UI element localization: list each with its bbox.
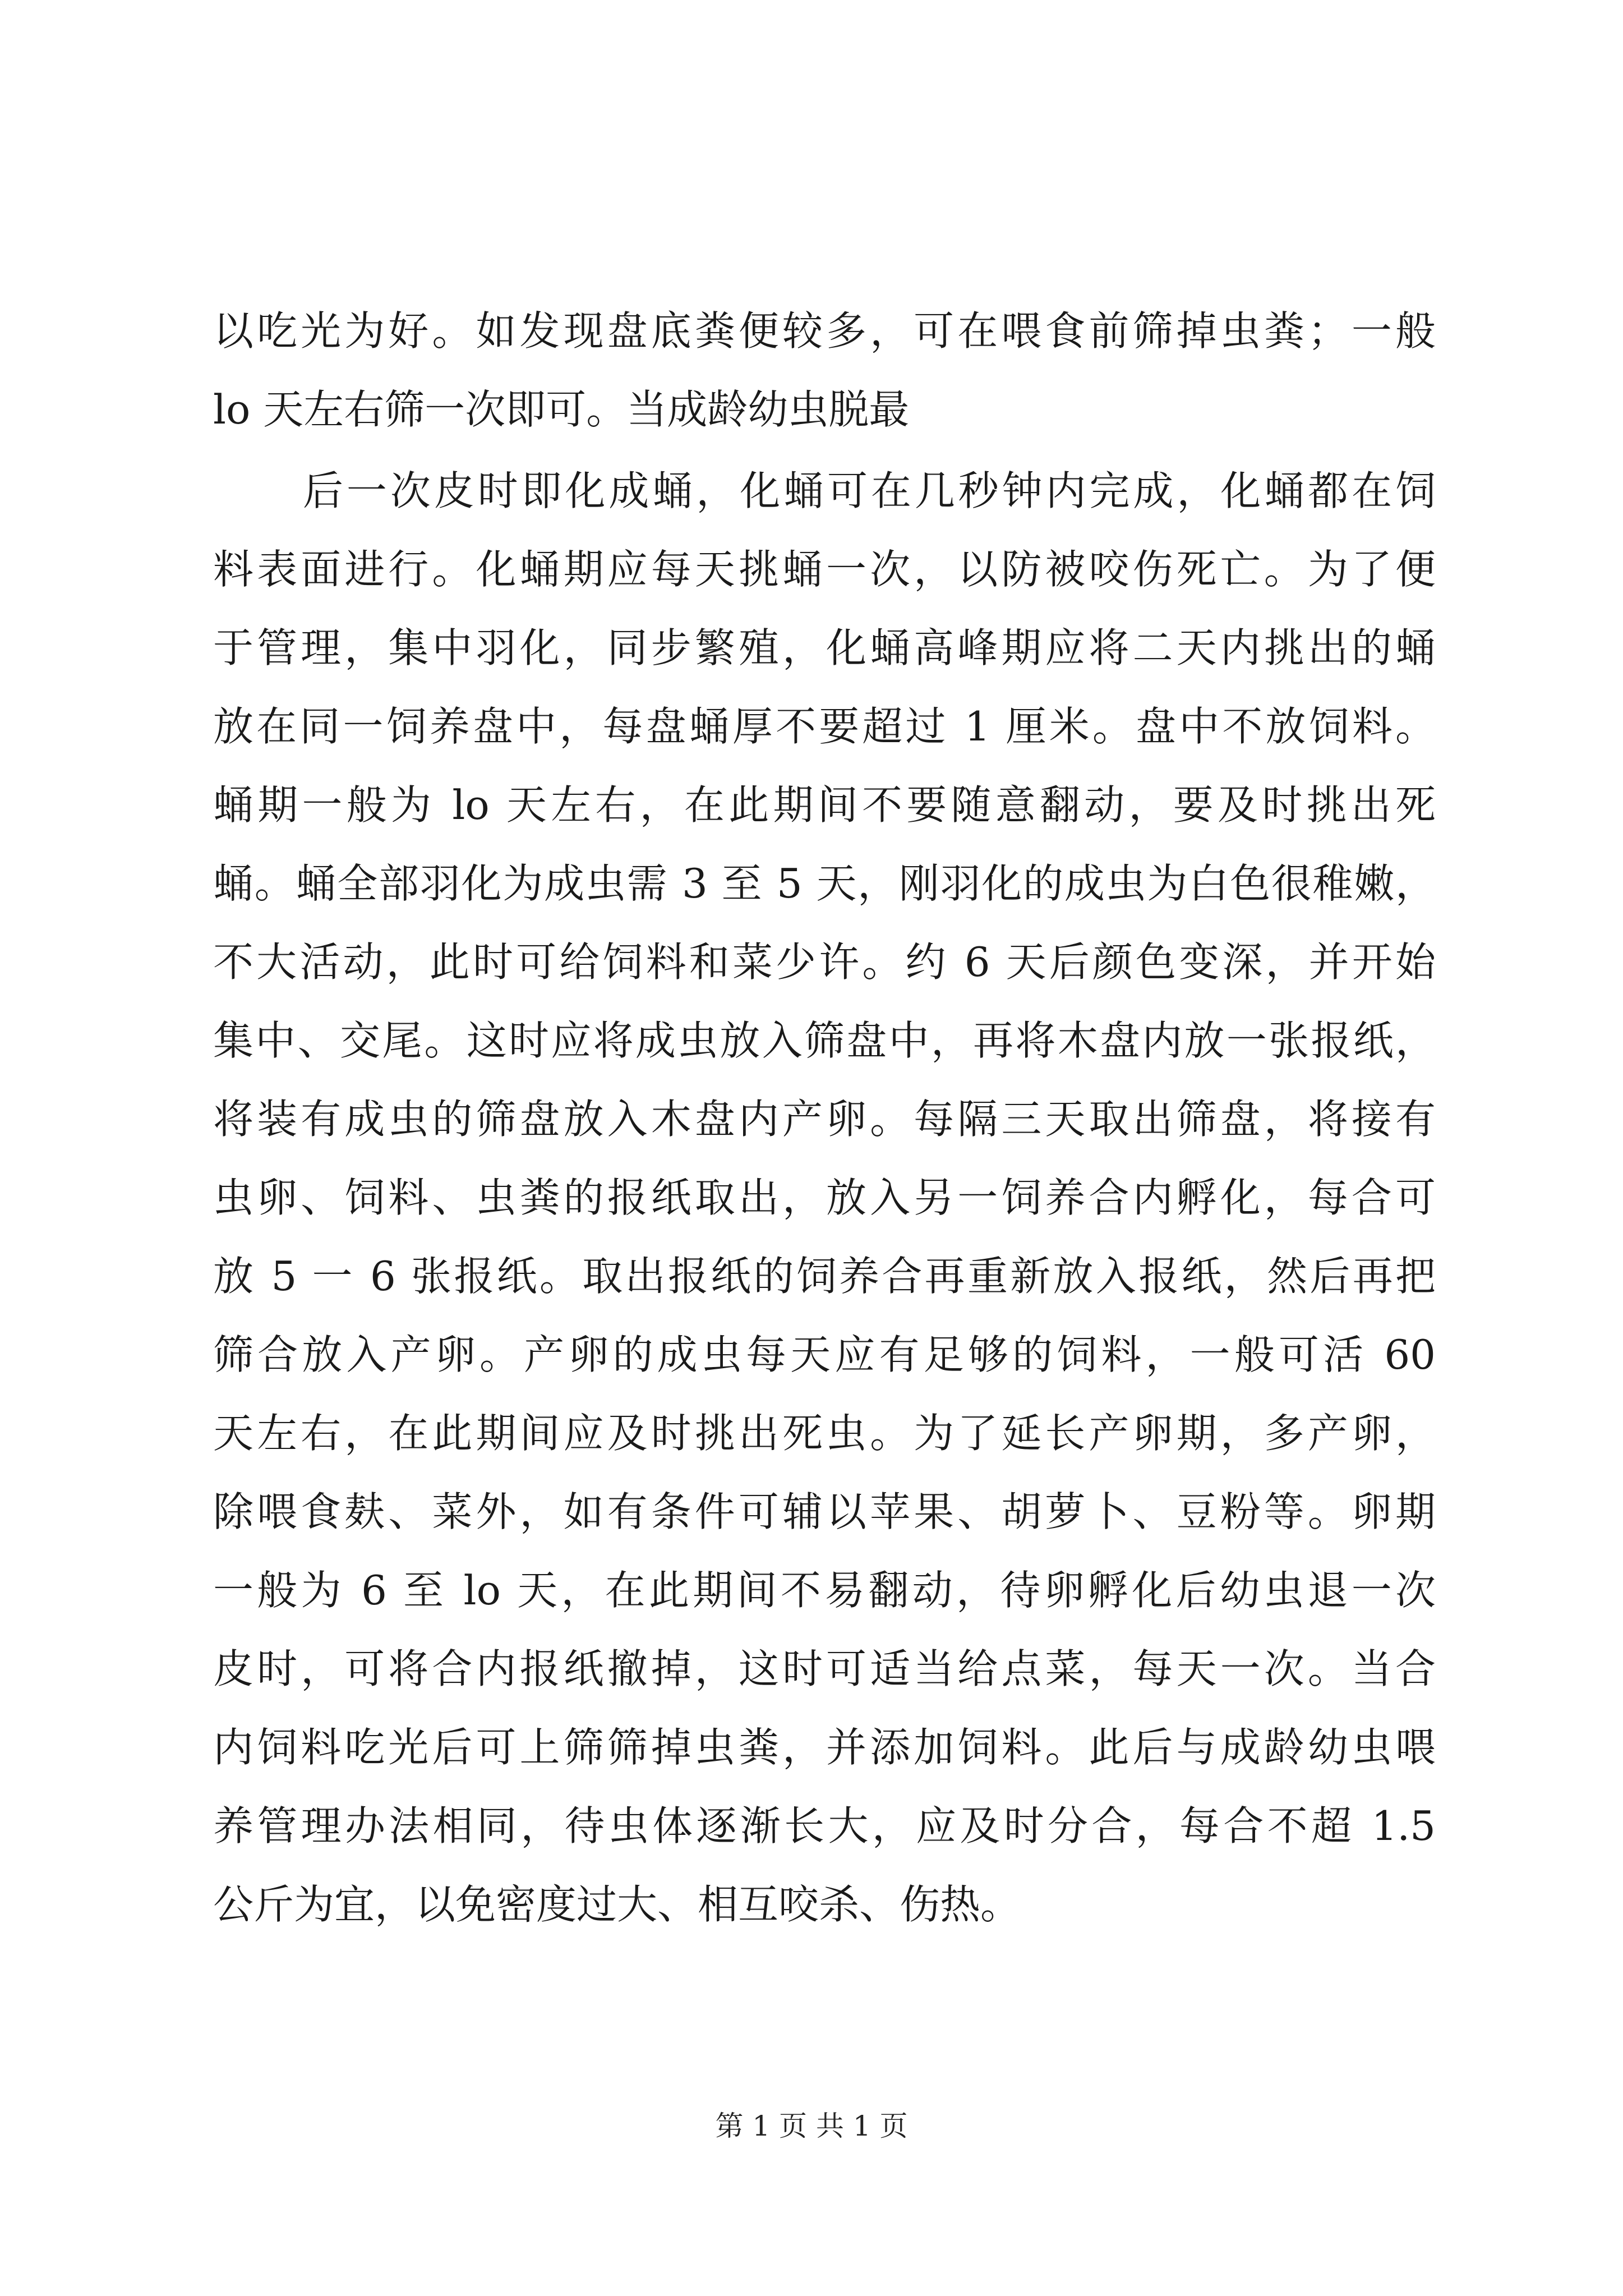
text-line: 放在同一饲养盘中，每盘蛹厚不要超过 1 厘米。盘中不放饲料。 xyxy=(213,703,1436,750)
text-line: 公斤为宜，以免密度过大、相互咬杀、伤热。 xyxy=(213,1881,1021,1928)
text-line: 一般为 6 至 lo 天，在此期间不易翻动，待卵孵化后幼虫退一次 xyxy=(213,1567,1436,1614)
paragraph-first-line: 后一次皮时即化成蛹，化蛹可在几秒钟内完成，化蛹都在饲 xyxy=(303,467,1436,514)
text-line: 养管理办法相同，待虫体逐渐长大，应及时分合，每合不超 1.5 xyxy=(213,1802,1436,1849)
text-line: 不大活动，此时可给饲料和菜少许。约 6 天后颜色变深，并开始 xyxy=(213,938,1436,986)
text-line: 料表面进行。化蛹期应每天挑蛹一次，以防被咬伤死亡。为了便 xyxy=(213,546,1436,593)
text-line: 于管理，集中羽化，同步繁殖，化蛹高峰期应将二天内挑出的蛹 xyxy=(213,624,1436,671)
page-number-label: 第 1 页 共 1 页 xyxy=(715,2110,908,2142)
text-line: 放 5 一 6 张报纸。取出报纸的饲养合再重新放入报纸，然后再把 xyxy=(213,1253,1436,1300)
page-footer xyxy=(0,2106,1623,2146)
text-line: 蛹期一般为 lo 天左右，在此期间不要随意翻动，要及时挑出死 xyxy=(213,781,1436,829)
text-line: 除喂食麸、菜外，如有条件可辅以苹果、胡萝卜、豆粉等。卵期 xyxy=(213,1488,1436,1535)
text-line: 将装有成虫的筛盘放入木盘内产卵。每隔三天取出筛盘，将接有 xyxy=(213,1096,1436,1143)
text-line: 虫卵、饲料、虫粪的报纸取出，放入另一饲养合内孵化，每合可 xyxy=(213,1174,1436,1221)
text-line: 蛹。蛹全部羽化为成虫需 3 至 5 天，刚羽化的成虫为白色很稚嫩， xyxy=(213,860,1436,907)
text-line: 天左右，在此期间应及时挑出死虫。为了延长产卵期，多产卵， xyxy=(213,1410,1436,1457)
text-line: 内饲料吃光后可上筛筛掉虫粪，并添加饲料。此后与成龄幼虫喂 xyxy=(213,1724,1436,1771)
text-line: 以吃光为好。如发现盘底粪便较多，可在喂食前筛掉虫粪；一般 xyxy=(213,307,1436,355)
text-line: 皮时，可将合内报纸撤掉，这时可适当给点菜，每天一次。当合 xyxy=(213,1645,1436,1692)
text-line: 筛合放入产卵。产卵的成虫每天应有足够的饲料，一般可活 60 xyxy=(213,1331,1436,1378)
text-line: lo 天左右筛一次即可。当成龄幼虫脱最 xyxy=(213,386,910,433)
text-line: 集中、交尾。这时应将成虫放入筛盘中，再将木盘内放一张报纸， xyxy=(213,1017,1436,1064)
